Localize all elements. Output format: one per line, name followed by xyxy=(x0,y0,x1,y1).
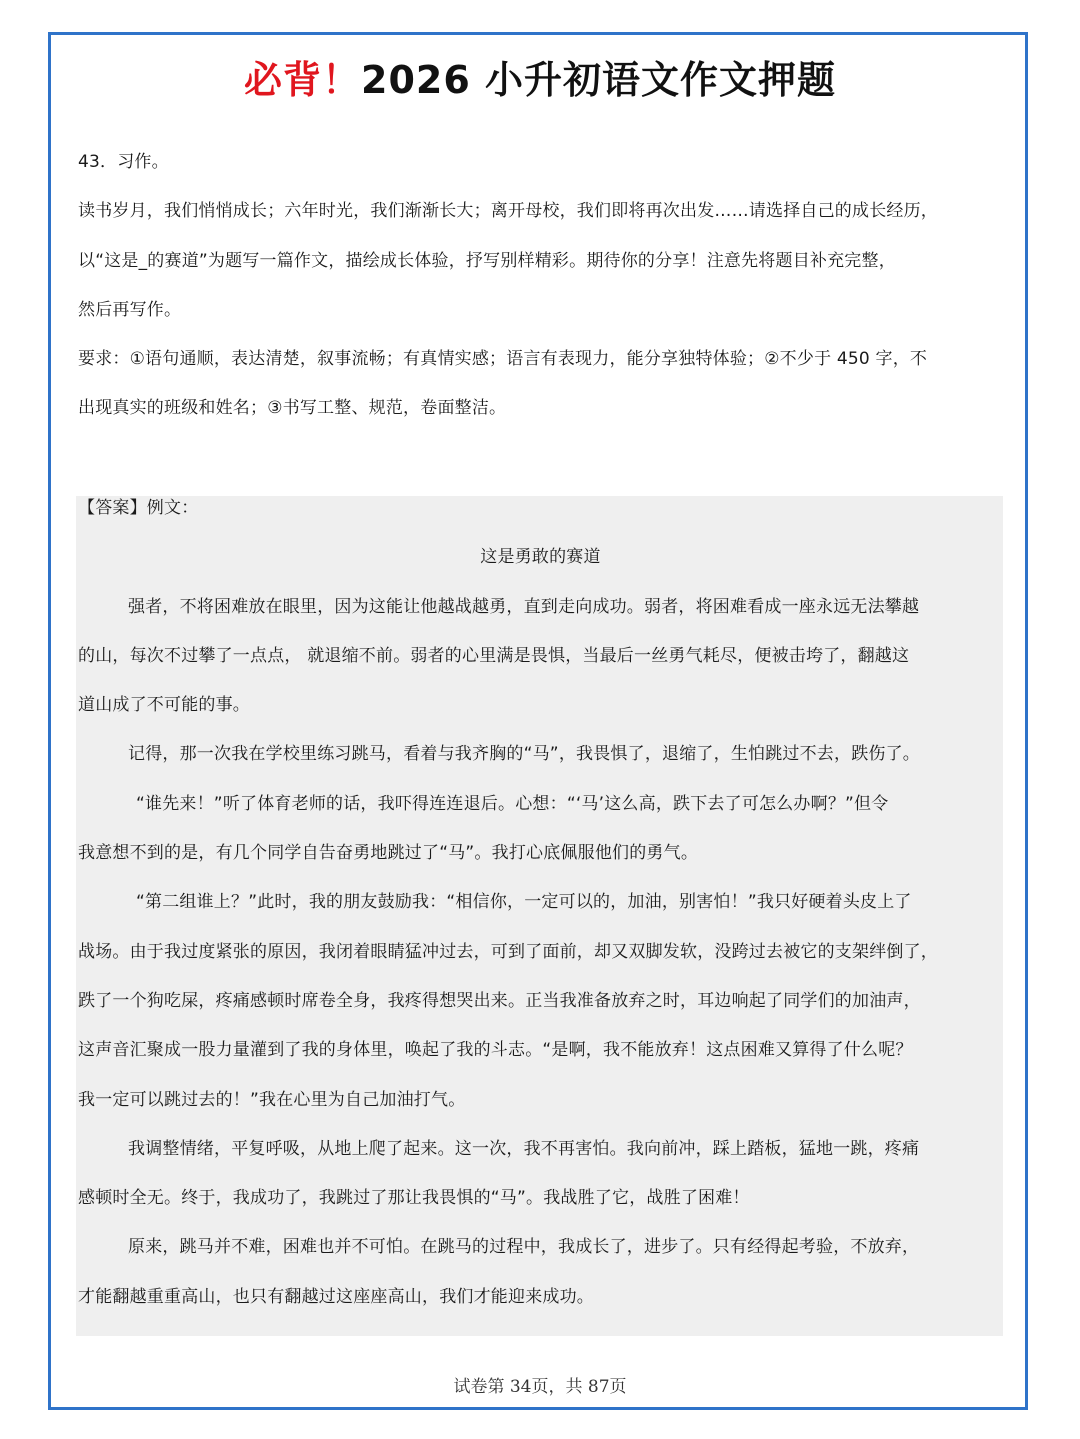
essay-line: 战场。由于我过度紧张的原因，我闭着眼睛猛冲过去，可到了面前，却又双脚发软，没跨过去被它的支架绊倒了， xyxy=(78,941,938,962)
title-highlight: 必背！ xyxy=(243,58,361,102)
question-line: 读书岁月，我们悄悄成长；六年时光，我们渐渐长大；离开母校，我们即将再次出发……请选择自己的成长经历， xyxy=(78,201,938,222)
requirement-line: 要求：①语句通顺，表达清楚，叙事流畅；有真情实感；语言有表现力，能分享独特体验；②不少于 450 字，不 xyxy=(78,349,928,370)
essay-line: “第二组谁上？”此时，我的朋友鼓励我：“相信你，一定可以的，加油，别害怕！”我只好硬着头皮上了 xyxy=(136,892,912,913)
essay-line: 跌了一个狗吃屎，疼痛感顿时席卷全身，我疼得想哭出来。正当我准备放弃之时，耳边响起了同学们的加油声， xyxy=(78,990,921,1011)
question-line: 以“这是_的赛道”为题写一篇作文，描绘成长体验，抒写别样精彩。期待你的分享！注意先将题目补充完整， xyxy=(78,250,896,271)
essay-line: 感顿时全无。终于，我成功了，我跳过了那让我畏惧的“马”。我战胜了它，战胜了困难！ xyxy=(78,1188,750,1209)
essay-line: 记得，那一次我在学校里练习跳马，看着与我齐胸的“马”，我畏惧了，退缩了，生怕跳过不去，跌伤了。 xyxy=(128,744,921,765)
question-number: 43．习作。 xyxy=(78,152,169,172)
requirement-line: 出现真实的班级和姓名；③书写工整、规范，卷面整洁。 xyxy=(78,398,507,419)
answer-section xyxy=(76,496,1003,1336)
essay-line: 原来，跳马并不难，困难也并不可怕。在跳马的过程中，我成长了，进步了。只有经得起考验，不放弃， xyxy=(128,1237,920,1258)
essay-line: 道山成了不可能的事。 xyxy=(78,695,250,716)
essay-line: 强者，不将困难放在眼里，因为这能让他越战越勇，直到走向成功。弱者，将困难看成一座永远无法攀越 xyxy=(128,596,920,617)
essay-line: 我一定可以跳过去的！”我在心里为自己加油打气。 xyxy=(78,1089,466,1110)
essay-line: 的山，每次不过攀了一点点， 就退缩不前。弱者的心里满是畏惧，当最后一丝勇气耗尽，便被击垮了，翻越这 xyxy=(78,645,910,666)
title-main: 2026 小升初语文作文押题 xyxy=(361,58,836,102)
essay-line: 这声音汇聚成一股力量灌到了我的身体里，唤起了我的斗志。“是啊，我不能放弃！这点困难又算得了什么呢？ xyxy=(78,1040,913,1061)
essay-title: 这是勇敢的赛道 xyxy=(480,547,601,568)
page-number: 试卷第 34页，共 87页 xyxy=(453,1377,627,1397)
answer-label: 【答案】例文： xyxy=(78,498,199,518)
essay-line: 我调整情绪，平复呼吸，从地上爬了起来。这一次，我不再害怕。我向前冲，踩上踏板，猛地一跳，疼痛 xyxy=(128,1138,920,1159)
essay-line: 我意想不到的是，有几个同学自告奋勇地跳过了“马”。我打心底佩服他们的勇气。 xyxy=(78,843,699,864)
essay-line: 才能翻越重重高山，也只有翻越过这座座高山，我们才能迎来成功。 xyxy=(78,1286,594,1307)
page-title xyxy=(0,50,1080,110)
question-line: 然后再写作。 xyxy=(78,299,182,320)
question-section xyxy=(78,138,1006,434)
essay-line: “谁先来！”听了体育老师的话，我吓得连连退后。心想：“‘马’这么高，跌下去了可怎么办啊？”但令 xyxy=(136,793,889,814)
